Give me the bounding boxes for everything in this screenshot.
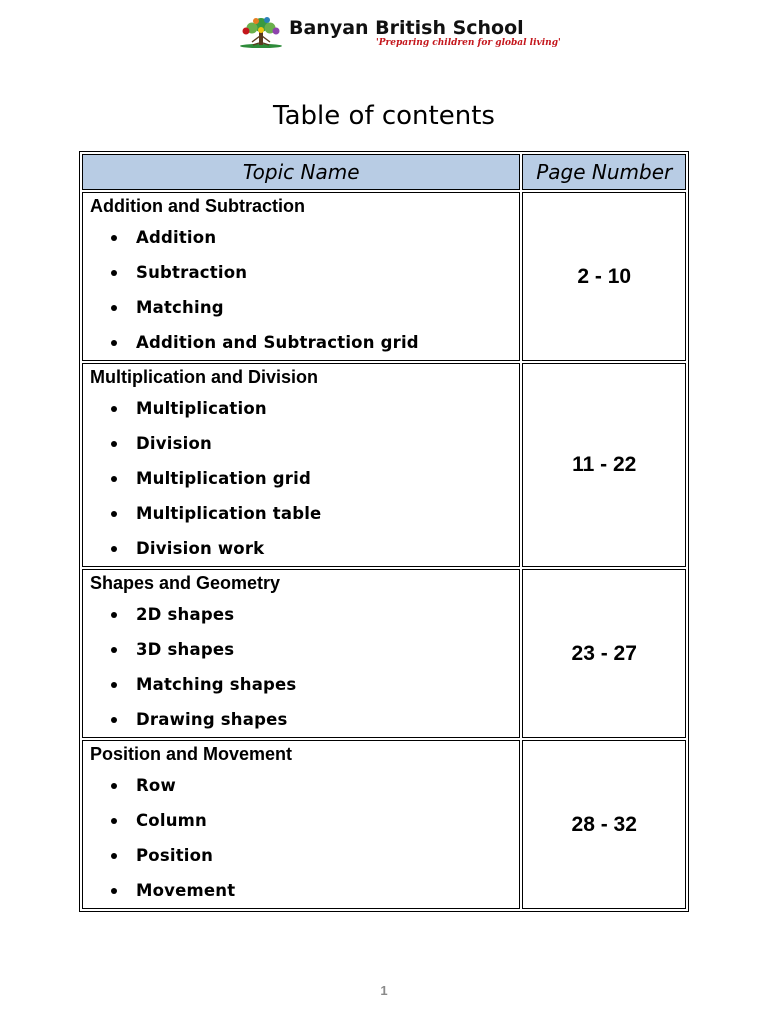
topic-name-header: Topic Name: [82, 154, 520, 190]
list-item: [90, 667, 519, 702]
list-item: [90, 255, 519, 290]
list-item-label: Matching shapes: [136, 675, 297, 694]
section-title: Shapes and Geometry: [90, 573, 281, 593]
page-range: 28 - 32: [522, 740, 686, 909]
list-item: [90, 803, 519, 838]
list-item: [90, 426, 519, 461]
table-row: [82, 569, 686, 738]
school-name: Banyan British School: [289, 17, 524, 39]
contents-table: [79, 151, 689, 912]
list-item-label: Division work: [136, 539, 265, 558]
bullet-icon: [111, 853, 117, 859]
list-item: [90, 496, 519, 531]
topic-cell: [82, 740, 520, 909]
topic-cell: [82, 363, 520, 567]
bullet-icon: [111, 888, 117, 894]
list-item-label: Position: [136, 846, 214, 865]
section-title: Multiplication and Division: [90, 367, 319, 387]
list-item-label: Division: [136, 434, 212, 453]
table-row: [82, 192, 686, 361]
topic-cell: [82, 192, 520, 361]
list-item: [90, 632, 519, 667]
bullet-icon: [111, 270, 117, 276]
list-item: [90, 325, 519, 360]
list-item-label: Multiplication grid: [136, 469, 311, 488]
topic-list: [90, 391, 519, 566]
list-item-label: Addition and Subtraction grid: [136, 333, 419, 352]
list-item-label: Column: [136, 811, 207, 830]
list-item-label: Subtraction: [136, 263, 248, 282]
list-item-label: Multiplication: [136, 399, 267, 418]
section-title: Position and Movement: [90, 744, 293, 764]
list-item: [90, 220, 519, 255]
section-title: Addition and Subtraction: [90, 196, 305, 216]
list-item: [90, 702, 519, 737]
topic-list: [90, 220, 519, 360]
list-item: [90, 768, 519, 803]
table-header-row: [82, 154, 686, 190]
list-item-label: Addition: [136, 228, 217, 247]
list-item: [90, 597, 519, 632]
page-number-header: Page Number: [522, 154, 686, 190]
list-item: [90, 290, 519, 325]
page-title: Table of contents: [273, 101, 495, 131]
bullet-icon: [111, 647, 117, 653]
topic-list: [90, 768, 519, 908]
list-item: [90, 391, 519, 426]
page-number: 1: [380, 983, 388, 998]
list-item: [90, 838, 519, 873]
bullet-icon: [111, 717, 117, 723]
bullet-icon: [111, 305, 117, 311]
bullet-icon: [111, 235, 117, 241]
list-item-label: Movement: [136, 881, 236, 900]
bullet-icon: [111, 511, 117, 517]
table-row: [82, 740, 686, 909]
list-item: [90, 461, 519, 496]
list-item-label: 2D shapes: [136, 605, 235, 624]
bullet-icon: [111, 406, 117, 412]
bullet-icon: [111, 476, 117, 482]
list-item: [90, 531, 519, 566]
banyan-tree-icon: [238, 16, 284, 48]
list-item-label: Matching: [136, 298, 224, 317]
list-item-label: 3D shapes: [136, 640, 235, 659]
list-item-label: Multiplication table: [136, 504, 322, 523]
bullet-icon: [111, 340, 117, 346]
bullet-icon: [111, 546, 117, 552]
page-range: 23 - 27: [522, 569, 686, 738]
list-item-label: Drawing shapes: [136, 710, 288, 729]
bullet-icon: [111, 682, 117, 688]
school-header: [238, 14, 561, 50]
list-item: [90, 873, 519, 908]
topic-list: [90, 597, 519, 737]
list-item-label: Row: [136, 776, 176, 795]
page-range: 11 - 22: [522, 363, 686, 567]
page-range: 2 - 10: [522, 192, 686, 361]
school-motto: 'Preparing children for global living': [376, 38, 561, 48]
topic-cell: [82, 569, 520, 738]
bullet-icon: [111, 818, 117, 824]
bullet-icon: [111, 612, 117, 618]
bullet-icon: [111, 783, 117, 789]
bullet-icon: [111, 441, 117, 447]
table-row: [82, 363, 686, 567]
